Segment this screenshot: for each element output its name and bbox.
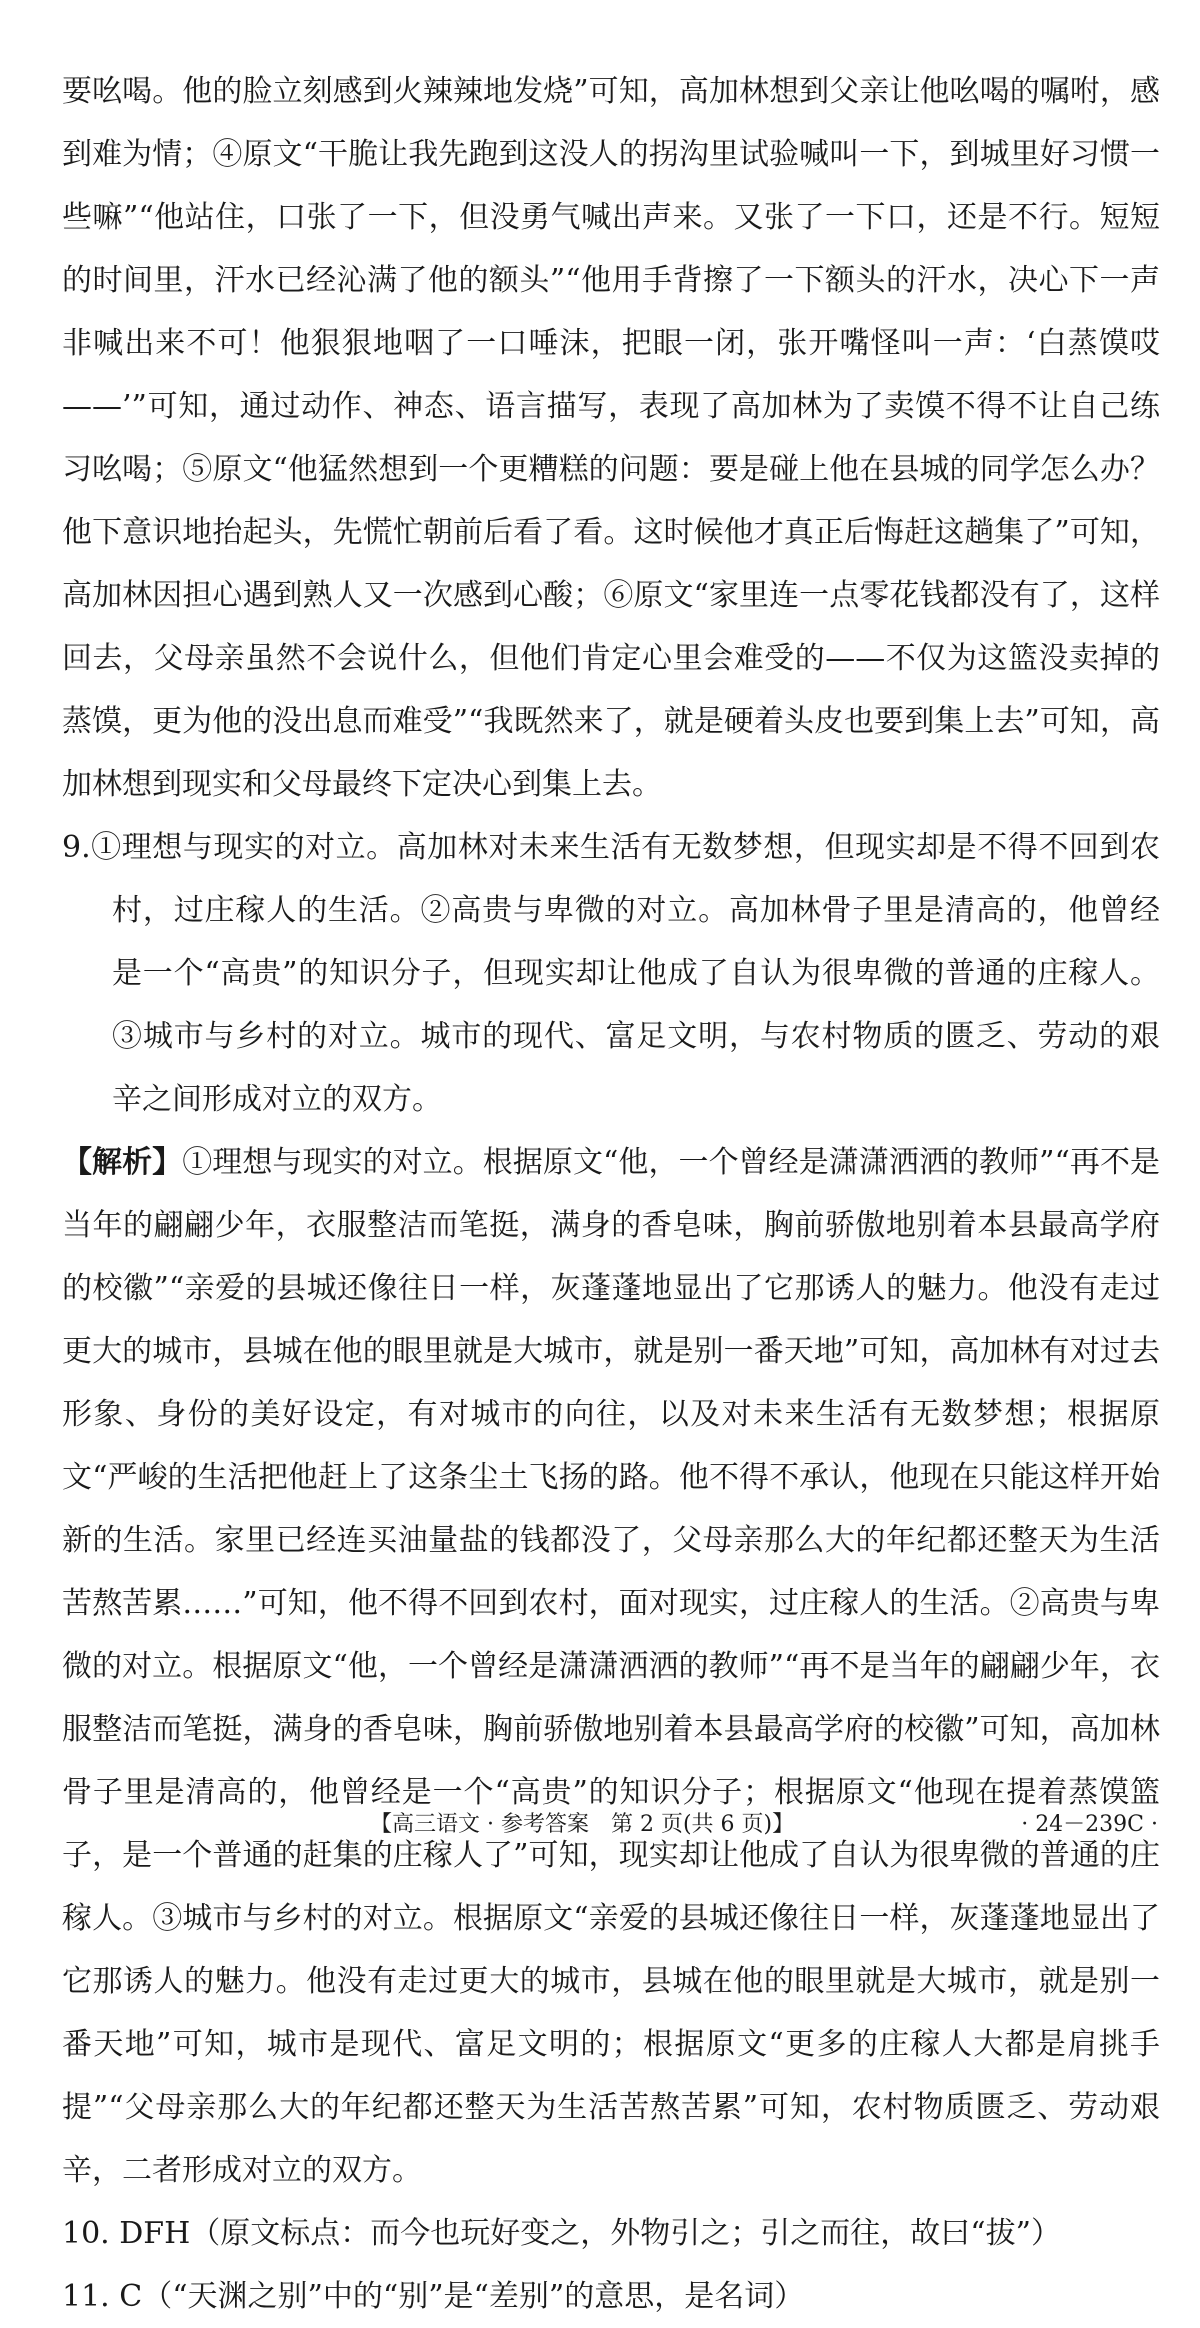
footer-title: 【高三语文 · 参考答案 第 2 页(共 6 页)】 [370, 1812, 795, 1837]
q11-answer: 11. C（“天渊之别”中的“别”是“差别”的意思，是名词） [62, 2279, 805, 2314]
q9-answer-text: ①理想与现实的对立。高加林对未来生活有无数梦想，但现实却是不得不回到农村，过庄稼人的生活。②高贵与卑微的对立。高加林骨子里是清高的，他曾经是一个“高贵”的知识分子，但现实却让他成了自认为很卑微的普通的庄稼人。③城市与乡村的对立。城市的现代、富足文明，与农村物质的匮乏、劳动的艰辛之间形成对立的双方。 [90, 830, 1160, 1117]
q9-answer [62, 816, 1160, 1131]
q9-analysis [62, 1131, 1160, 2202]
q10-answer: 10. DFH（原文标点：而今也玩好变之，外物引之；引之而往，故曰“拔”） [62, 2216, 1061, 2251]
page-footer [0, 1807, 1200, 1843]
q8-analysis-continuation: 要吆喝。他的脸立刻感到火辣辣地发烧”可知，高加林想到父亲让他吆喝的嘱咐，感到难为情；④原文“干脆让我先跑到这没人的拐沟里试验喊叫一下，到城里好习惯一些嘛”“他站住，口张了一下，但没勇气喊出声来。又张了一下口，还是不行。短短的时间里，汗水已经沁满了他的额头”“他用手背擦了一下额头的汗水，决心下一声非喊出来不可！他狠狠地咽了一口唾沫，把眼一闭，张开嘴怪叫一声：‘白蒸馍哎——’”可知，通过动作、神态、语言描写，表现了高加林为了卖馍不得不让自己练习吆喝；⑤原文“他猛然想到一个更糟糕的问题：要是碰上他在县城的同学怎么办？他下意识地抬起头，先慌忙朝前后看了看。这时候他才真正后悔赶这趟集了”可知，高加林因担心遇到熟人又一次感到心酸；⑥原文“家里连一点零花钱都没有了，这样回去，父母亲虽然不会说什么，但他们肯定心里会难受的——不仅为这篮没卖掉的蒸馍，更为他的没出息而难受”“我既然来了，就是硬着头皮也要到集上去”可知，高加林想到现实和父母最终下定决心到集上去。 [62, 74, 1160, 802]
q9-analysis-text: ①理想与现实的对立。根据原文“他，一个曾经是潇潇洒洒的教师”“再不是当年的翩翩少年，衣服整洁而笔挺，满身的香皂味，胸前骄傲地别着本县最高学府的校徽”“亲爱的县城还像往日一样，灰蓬蓬地显出了它那诱人的魅力。他没有走过更大的城市，县城在他的眼里就是大城市，就是别一番天地”可知，高加林有对过去形象、身份的美好设定，有对城市的向往，以及对未来生活有无数梦想；根据原文“严峻的生活把他赶上了这条尘土飞扬的路。他不得不承认，他现在只能这样开始新的生活。家里已经连买油量盐的钱都没了，父母亲那么大的年纪都还整天为生活苦熬苦累……”可知，他不得不回到农村，面对现实，过庄稼人的生活。②高贵与卑微的对立。根据原文“他，一个曾经是潇潇洒洒的教师”“再不是当年的翩翩少年，衣服整洁而笔挺，满身的香皂味，胸前骄傲地别着本县最高学府的校徽”可知，高加林骨子里是清高的，他曾经是一个“高贵”的知识分子；根据原文“他现在提着蒸馍篮子，是一个普通的赶集的庄稼人了”可知，现实却让他成了自认为很卑微的普通的庄稼人。③城市与乡村的对立。根据原文“亲爱的县城还像往日一样，灰蓬蓬地显出了它那诱人的魅力。他没有走过更大的城市，县城在他的眼里就是大城市，就是别一番天地”可知，城市是现代、富足文明的；根据原文“更多的庄稼人大都是肩挑手提”“父母亲那么大的年纪都还整天为生活苦熬苦累”可知，农村物质匮乏、劳动艰辛，二者形成对立的双方。 [62, 1145, 1161, 2188]
footer-code: · 24－239C · [1021, 1812, 1158, 1837]
q9-number: 9. [62, 830, 91, 865]
answer-content [62, 60, 1160, 2328]
analysis-tag: 【解析】 [62, 1145, 183, 1180]
